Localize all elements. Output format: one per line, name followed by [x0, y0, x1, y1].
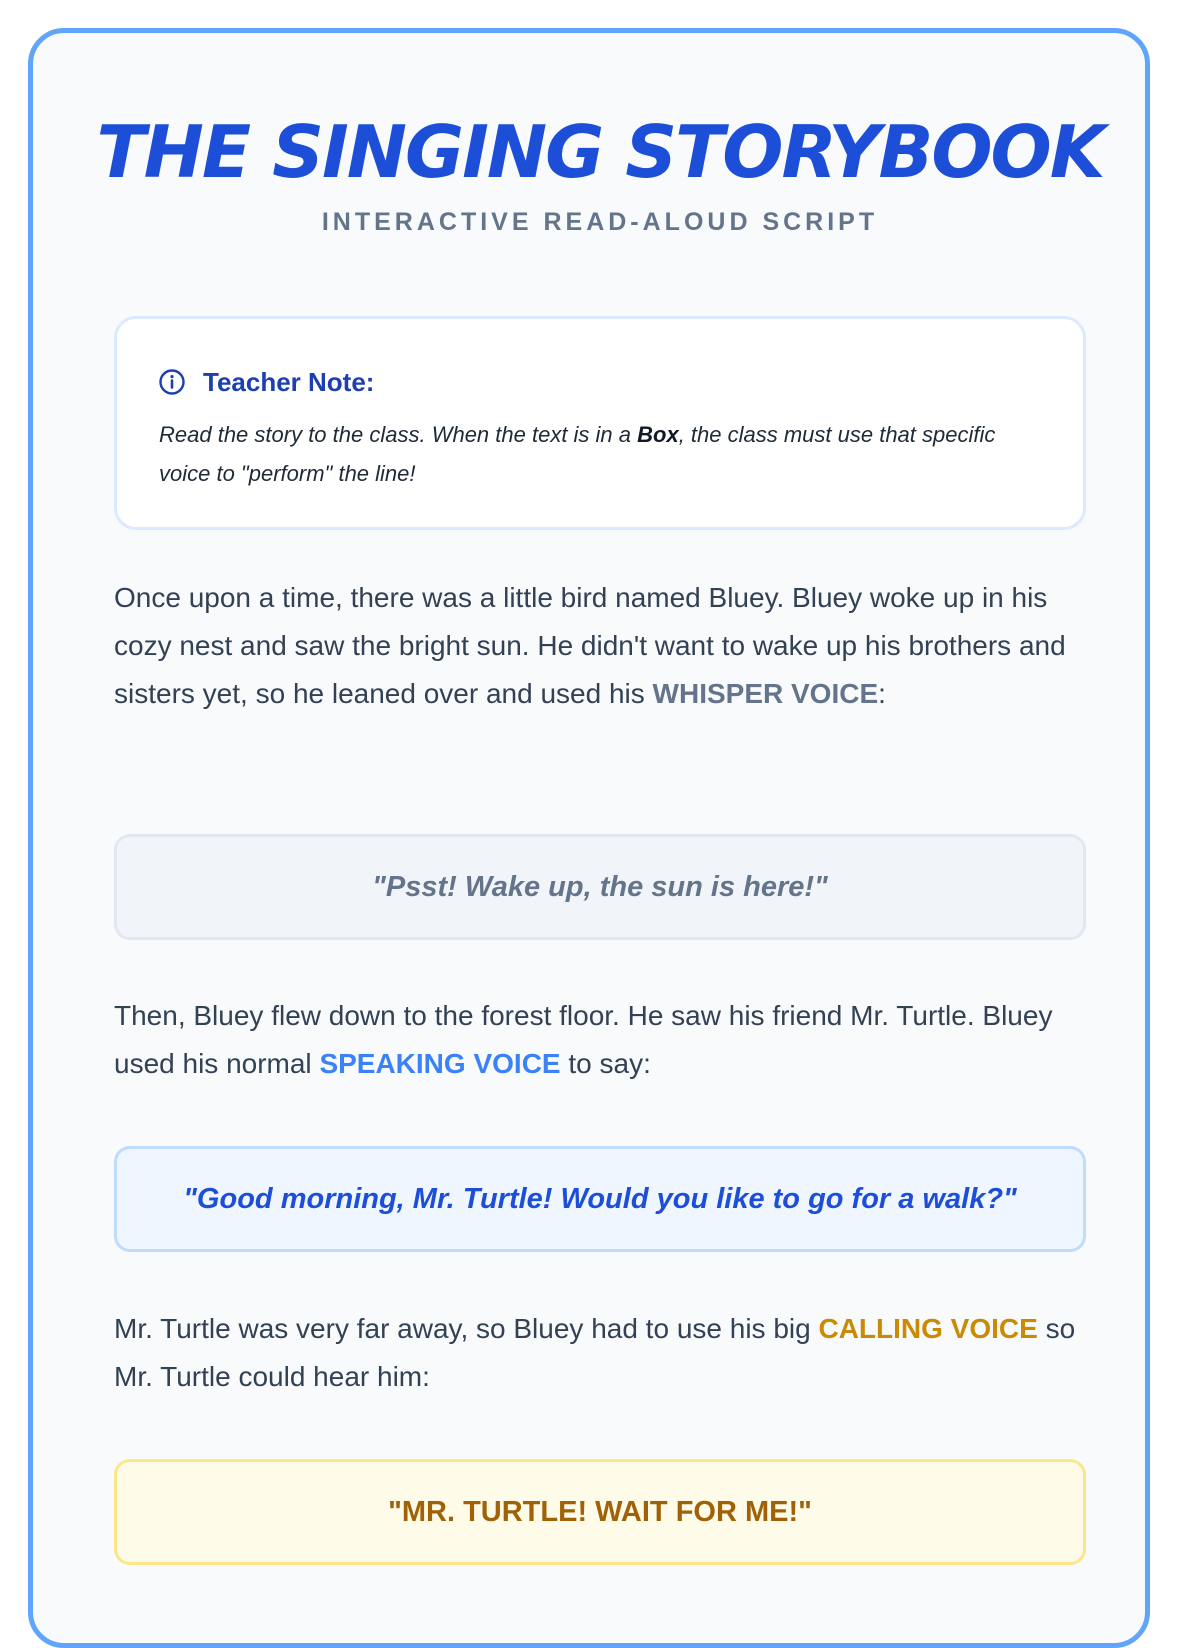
whisper-voice-keyword: WHISPER VOICE	[652, 678, 879, 709]
paragraph-text: so Mr. Turtle could hear him:	[114, 1313, 1076, 1392]
calling-voice-box	[114, 1459, 1086, 1565]
teacher-note-emphasis: Box	[637, 422, 679, 447]
calling-line: "MR. TURTLE! WAIT FOR ME!"	[388, 1495, 812, 1528]
story-paragraph-3	[114, 1305, 1084, 1401]
page-subtitle: INTERACTIVE READ-ALOUD SCRIPT	[321, 208, 879, 236]
paragraph-text: Then, Bluey flew down to the forest floor. He saw his friend Mr. Turtle. Bluey used his normal	[114, 1000, 1053, 1079]
teacher-note-text-before: Read the story to the class. When the text is in a	[159, 422, 638, 447]
calling-voice-keyword: CALLING VOICE	[818, 1313, 1038, 1344]
teacher-note-text	[159, 415, 1039, 493]
teacher-note-header	[159, 365, 374, 399]
paragraph-text: to say:	[560, 1048, 651, 1079]
story-paragraph-2	[114, 992, 1084, 1088]
teacher-note-label: Teacher Note:	[203, 366, 375, 397]
speaking-line: "Good morning, Mr. Turtle! Would you like to go for a walk?"	[183, 1182, 1017, 1215]
info-icon	[159, 369, 185, 395]
speaking-voice-keyword: SPEAKING VOICE	[319, 1048, 561, 1079]
paragraph-text: Mr. Turtle was very far away, so Bluey had to use his big	[114, 1313, 819, 1344]
paragraph-text: Once upon a time, there was a little bird named Bluey. Bluey woke up in his cozy nest and saw the bright sun. He didn't want to wake up his brothers and sisters yet, so he leaned over and used his	[114, 582, 1066, 709]
story-paragraph-1	[114, 574, 1084, 718]
speaking-voice-box	[114, 1146, 1086, 1252]
teacher-note-text-after: , the class must use that specific voice to "perform" the line!	[159, 422, 996, 486]
teacher-note-box	[114, 316, 1086, 530]
whisper-voice-box	[114, 834, 1086, 940]
paragraph-text: :	[878, 678, 886, 709]
whisper-line: "Psst! Wake up, the sun is here!"	[372, 870, 828, 903]
page-title: THE SINGING STORYBOOK	[96, 110, 1104, 194]
